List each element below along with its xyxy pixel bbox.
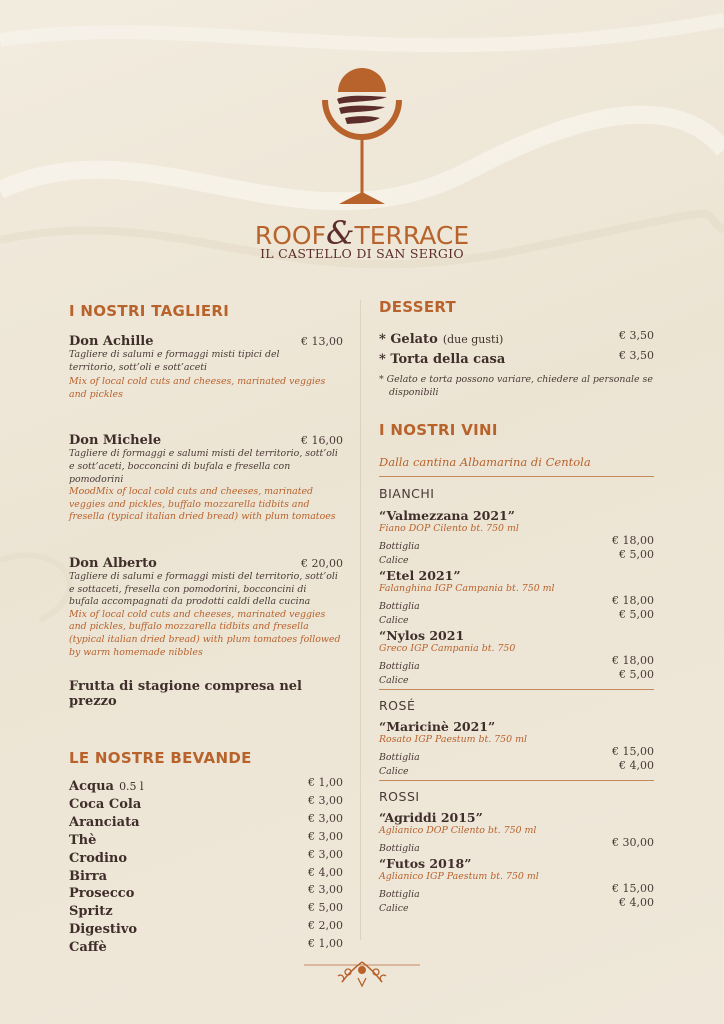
wine-item bbox=[379, 810, 654, 855]
left-column bbox=[69, 302, 343, 954]
wine-format: Bottiglia bbox=[379, 601, 420, 613]
wine-group-title: BIANCHI bbox=[379, 486, 435, 502]
drink-price: € 3,00 bbox=[308, 847, 343, 861]
wine-format: Bottiglia bbox=[379, 661, 420, 673]
dessert-title: DESSERT bbox=[379, 298, 457, 316]
wine-price: € 5,00 bbox=[619, 548, 654, 562]
tagliere-name: Don Michele bbox=[69, 433, 162, 449]
drink-name: Digestivo bbox=[69, 922, 138, 938]
wine-format: Bottiglia bbox=[379, 889, 420, 901]
divider bbox=[379, 689, 654, 690]
drink-item bbox=[69, 793, 343, 811]
wine-name: “Maricinè 2021” bbox=[379, 719, 496, 735]
tagliere-price: € 16,00 bbox=[301, 434, 343, 448]
wine-desc: Aglianico DOP Cilento bt. 750 ml bbox=[379, 825, 537, 837]
wine-price-row bbox=[379, 668, 654, 687]
tagliere-item bbox=[69, 556, 343, 659]
wine-desc: Greco IGP Campania bt. 750 bbox=[379, 643, 516, 655]
wine-price: € 18,00 bbox=[612, 654, 654, 668]
wine-price-row bbox=[379, 896, 654, 915]
logo bbox=[0, 62, 724, 262]
wine-format: Calice bbox=[379, 615, 409, 627]
drink-name: Aranciata bbox=[69, 814, 140, 830]
taglieri-note: Frutta di stagione compresa nel prezzo bbox=[69, 679, 302, 710]
tagliere-item bbox=[69, 433, 343, 524]
wine-price: € 5,00 bbox=[619, 668, 654, 682]
wine-price: € 30,00 bbox=[612, 836, 654, 850]
wine-item bbox=[379, 856, 654, 915]
wine-item bbox=[379, 508, 654, 567]
wine-price-row bbox=[379, 608, 654, 627]
vini-title: I NOSTRI VINI bbox=[379, 421, 498, 440]
tagliere-desc-it: Tagliere di salumi e formaggi misti tipici del territorio, sott’oli e sott’aceti bbox=[69, 349, 280, 373]
wine-price: € 18,00 bbox=[612, 594, 654, 608]
right-column bbox=[379, 298, 654, 915]
wine-format: Calice bbox=[379, 766, 409, 778]
drink-price: € 3,00 bbox=[308, 793, 343, 807]
taglieri-title: I NOSTRI TAGLIERI bbox=[69, 302, 230, 320]
drink-item bbox=[69, 811, 343, 829]
tagliere-name: Don Achille bbox=[69, 334, 154, 349]
wine-price: € 5,00 bbox=[619, 608, 654, 622]
dessert-item bbox=[379, 348, 654, 368]
wine-format: Bottiglia bbox=[379, 752, 420, 764]
wine-format: Bottiglia bbox=[379, 843, 420, 855]
bevande-title: LE NOSTRE BEVANDE bbox=[69, 749, 252, 768]
dessert-price: € 3,50 bbox=[619, 329, 654, 342]
drink-price: € 5,00 bbox=[308, 901, 343, 915]
wine-price-row bbox=[379, 759, 654, 778]
wine-price: € 4,00 bbox=[619, 759, 654, 773]
wine-format: Bottiglia bbox=[379, 541, 420, 553]
wine-price-row bbox=[379, 745, 654, 764]
tagliere-desc-en: MoodMix of local cold cuts and cheeses, marinated veggies and pickles, buffalo mozzarella tidbits and fresella (typical italian dried bread) with plum tomatoes bbox=[69, 486, 336, 523]
drink-name: Thè bbox=[69, 832, 97, 848]
drink-price: € 1,00 bbox=[308, 776, 343, 790]
drink-name: Birra bbox=[69, 868, 108, 884]
tagliere-item bbox=[69, 334, 343, 401]
drink-price: € 3,00 bbox=[308, 829, 343, 843]
divider bbox=[379, 476, 654, 477]
logo-word-terrace: TERRACE bbox=[354, 221, 470, 250]
dessert-extra: (due gusti) bbox=[442, 333, 504, 346]
drink-item bbox=[69, 900, 343, 918]
dessert-name: * Gelato bbox=[379, 332, 438, 347]
wine-name: “Valmezzana 2021” bbox=[379, 508, 515, 524]
dessert-item bbox=[379, 328, 654, 348]
wine-item bbox=[379, 719, 654, 778]
wine-price: € 4,00 bbox=[619, 896, 654, 910]
drink-item bbox=[69, 882, 343, 900]
wine-item bbox=[379, 628, 654, 687]
drink-item bbox=[69, 936, 343, 954]
drink-item bbox=[69, 847, 343, 865]
wine-price-row bbox=[379, 654, 654, 673]
drink-name: Prosecco bbox=[69, 886, 135, 902]
tagliere-desc-it: Tagliere di formaggi e salumi misti del territorio, sott’oli e sott’aceti, bocconcini di bufala e fresella con pomodorini bbox=[69, 448, 338, 485]
tagliere-name: Don Alberto bbox=[69, 555, 157, 571]
dessert-note: * Gelato e torta possono variare, chiedere al personale se disponibili bbox=[379, 374, 653, 398]
logo-subtitle: IL CASTELLO DI SAN SERGIO bbox=[260, 246, 464, 261]
drink-name: Coca Cola bbox=[69, 796, 142, 812]
tagliere-desc-it: Tagliere di salumi e formaggi misti del territorio, sott’oli e sottaceti, fresella con pomodorini, bocconcini di bufala accompagnati da prodotti caldi della cucina bbox=[69, 570, 338, 608]
wine-price: € 15,00 bbox=[612, 745, 654, 759]
tagliere-price: € 20,00 bbox=[301, 556, 343, 570]
wine-name: “Agriddi 2015” bbox=[379, 810, 483, 826]
wine-glass-icon bbox=[317, 66, 407, 211]
drink-item bbox=[69, 865, 343, 883]
wine-name: “Etel 2021” bbox=[379, 568, 461, 584]
drink-item bbox=[69, 829, 343, 847]
drink-item bbox=[69, 918, 343, 936]
tagliere-price: € 13,00 bbox=[301, 335, 343, 348]
logo-ampersand: & bbox=[325, 214, 355, 252]
wine-group-title: ROSSI bbox=[379, 789, 420, 805]
logo-word-roof: ROOF bbox=[254, 221, 326, 250]
wine-item bbox=[379, 568, 654, 627]
drink-name: Acqua bbox=[69, 779, 114, 795]
wine-group-title: ROSÉ bbox=[379, 698, 416, 714]
drink-name: Spritz bbox=[69, 904, 113, 920]
wine-format: Calice bbox=[379, 675, 409, 687]
wine-price-row bbox=[379, 882, 654, 901]
dessert-name: * Torta della casa bbox=[379, 352, 506, 367]
wine-price: € 18,00 bbox=[612, 534, 654, 548]
drink-price: € 4,00 bbox=[308, 865, 343, 879]
wine-price-row bbox=[379, 594, 654, 613]
drink-size: 0.5 l bbox=[119, 780, 144, 794]
wine-name: “Nylos 2021 bbox=[379, 628, 465, 644]
footer-ornament-icon bbox=[302, 956, 422, 990]
wine-format: Calice bbox=[379, 555, 409, 567]
wine-desc: Fiano DOP Cilento bt. 750 ml bbox=[379, 523, 519, 535]
drink-price: € 3,00 bbox=[308, 883, 343, 897]
dessert-price: € 3,50 bbox=[619, 349, 654, 362]
wine-price-row bbox=[379, 548, 654, 567]
wine-desc: Rosato IGP Paestum bt. 750 ml bbox=[379, 734, 527, 746]
tagliere-desc-en: Mix of local cold cuts and cheeses, marinated veggies and pickles, buffalo mozzarella tidbits and fresella (typical italian dried bread) with plum tomatoes followed by warm homemade nibbles bbox=[69, 608, 341, 658]
wine-price-row bbox=[379, 534, 654, 553]
wine-format: Calice bbox=[379, 903, 409, 915]
wine-name: “Futos 2018” bbox=[379, 856, 472, 872]
drink-name: Caffè bbox=[69, 940, 107, 956]
drink-name: Crodino bbox=[69, 850, 128, 866]
divider bbox=[379, 780, 654, 781]
wine-desc: Falanghina IGP Campania bt. 750 ml bbox=[379, 583, 555, 595]
cantina-label: Dalla cantina Albamarina di Centola bbox=[379, 455, 591, 470]
tagliere-desc-en: Mix of local cold cuts and cheeses, marinated veggies and pickles bbox=[69, 376, 326, 400]
column-divider bbox=[360, 300, 361, 940]
wine-desc: Aglianico IGP Paestum bt. 750 ml bbox=[379, 871, 539, 883]
wine-price: € 15,00 bbox=[612, 882, 654, 896]
drink-price: € 3,00 bbox=[308, 811, 343, 825]
drink-price: € 2,00 bbox=[308, 919, 343, 933]
wine-price-row bbox=[379, 836, 654, 855]
drink-item bbox=[69, 775, 343, 793]
drink-price: € 1,00 bbox=[308, 937, 343, 951]
bevande-list bbox=[69, 775, 343, 954]
